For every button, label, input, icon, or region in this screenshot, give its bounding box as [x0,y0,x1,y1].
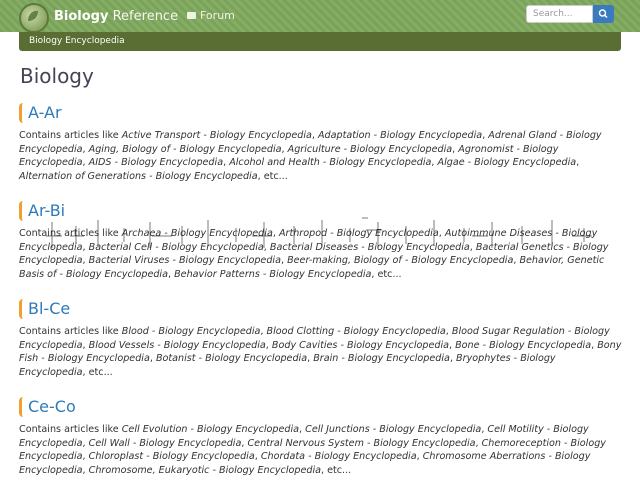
breadcrumb [19,32,621,51]
section-heading[interactable]: Ar-Bi [19,201,623,221]
article-link[interactable]: Aging, Biology of - Biology Encyclopedia [88,143,282,155]
article-link[interactable]: Chloroplast - Biology Encyclopedia [88,451,255,463]
article-link[interactable]: Agronomist - Biology Encyclopedia [19,143,559,169]
forum-label: Forum [200,9,235,22]
section-a-ar [19,103,623,184]
article-link[interactable]: Autoimmune Diseases - Biology Encyclopedia [19,228,598,253]
article-link[interactable]: Arthropod - Biology Encyclopedia [278,228,439,239]
article-link[interactable]: AIDS - Biology Encyclopedia [88,157,224,169]
logo-leaf-icon [26,9,40,23]
article-link[interactable]: Central Nervous System - Biology Encyclopedia [247,437,476,449]
article-link[interactable]: Algae - Biology Encyclopedia [437,157,577,169]
section-description: Contains articles like Cell Evolution - Biology Encyclopedia, Cell Junctions - Biology Encyclopedia, Cell Motility - Biology Encyclopedia, Cell Wall - Biology Encyclopedia, Central Nervous System - Biology Encyclopedia, Chemoreception - Biology Encyclopedia, Chloroplast - Biology Encyclopedia, Chordata - Biology Encyclopedia, Chromosome Aberrations - Biology Encyclopedia, Chromosome, Eukaryotic - Biology Encyclopedia, etc... [19,424,606,477]
scribble-overlay [32,214,607,254]
article-link[interactable]: Bacterial Cell - Biology Encyclopedia [88,241,264,253]
section-description: Contains articles like Blood - Biology Encyclopedia, Blood Clotting - Biology Encyclopedia, Blood Sugar Regulation - Biology Encyclopedia, Blood Vessels - Biology Encyclopedia, Body Cavities - Biology Encyclopedia, Bone - Biology Encyclopedia, Bony Fish - Biology Encyclopedia, Botanist - Biology Encyclopedia, Brain - Biology Encyclopedia, Bryophytes - Biology Encyclopedia, etc... [19,326,622,379]
article-link[interactable]: Cell Junctions - Biology Encyclopedia [305,424,482,435]
article-link[interactable]: Bacterial Viruses - Biology Encyclopedia [88,255,281,267]
section-bl-ce [19,299,623,380]
article-link[interactable]: Bony Fish - Biology Encyclopedia [19,339,622,365]
article-link[interactable]: Bone - Biology Encyclopedia [455,339,592,351]
section-ce-co [19,397,623,478]
article-link[interactable]: Bacterial Genetics - Biology Encyclopedia [19,241,609,267]
article-link[interactable]: Body Cavities - Biology Encyclopedia [271,339,449,351]
article-link[interactable]: Behavior, Genetic Basis of - Biology Encyclopedia [19,255,605,281]
article-link[interactable]: Bacterial Diseases - Biology Encyclopedia [269,241,470,253]
forum-link[interactable] [187,9,235,22]
section-heading[interactable]: Ce-Co [19,397,623,417]
breadcrumb-item[interactable]: Biology Encyclopedia [29,36,125,46]
section-heading[interactable]: A-Ar [19,103,623,123]
article-link[interactable]: Brain - Biology Encyclopedia [313,353,450,365]
section-description: Contains articles like Archaea - Biology Encyclopedia, Arthropod - Biology Encyclopedia, Autoimmune Diseases - Biology Encyclopedia, Bacterial Cell - Biology Encyclopedia, Bacterial Diseases - Biology Encyclopedia, Bacterial Genetics - Biology Encyclopedia, Bacterial Viruses - Biology Encyclopedia, Beer-making, Biology of - Biology Encyclopedia, Behavior, Genetic Basis of - Biology Encyclopedia, Behavior Patterns - Biology Encyclopedia, etc... [19,228,609,281]
article-link[interactable]: Chemoreception - Biology Encyclopedia [19,437,606,463]
section-description: Contains articles like Active Transport - Biology Encyclopedia, Adaptation - Biology Encyclopedia, Adrenal Gland - Biology Encyclopedia, Aging, Biology of - Biology Encyclopedia, Agriculture - Biology Encyclopedia, Agronomist - Biology Encyclopedia, AIDS - Biology Encyclopedia, Alcohol and Health - Biology Encyclopedia, Algae - Biology Encyclopedia, Alternation of Generations - Biology Encyclopedia, etc... [19,130,602,183]
article-link[interactable]: Archaea - Biology Encyclopedia [121,228,273,239]
article-link[interactable]: Alternation of Generations - Biology Encyclopedia [19,171,258,183]
article-link[interactable]: Cell Wall - Biology Encyclopedia [88,437,242,449]
article-link[interactable]: Cell Evolution - Biology Encyclopedia [121,424,300,435]
article-link[interactable]: Adaptation - Biology Encyclopedia [317,130,483,141]
search-icon [593,5,614,23]
top-header [0,0,640,32]
section-heading[interactable]: Bl-Ce [19,299,623,319]
article-link[interactable]: Behavior Patterns - Biology Encyclopedia [174,269,372,281]
article-link[interactable]: Blood Vessels - Biology Encyclopedia [88,339,266,351]
article-link[interactable]: Beer-making, Biology of - Biology Encyclopedia [287,255,514,267]
article-link[interactable]: Blood - Biology Encyclopedia [121,326,261,337]
page-title: Biology [20,64,94,88]
article-link[interactable]: Blood Sugar Regulation - Biology Encyclopedia [19,326,610,351]
brand-link[interactable] [54,9,178,24]
article-link[interactable]: Agriculture - Biology Encyclopedia [287,143,453,155]
article-link[interactable]: Chromosome Aberrations - Biology Encyclopedia [19,451,591,477]
article-link[interactable]: Blood Clotting - Biology Encyclopedia [266,326,446,337]
article-link[interactable]: Cell Motility - Biology Encyclopedia [19,424,589,449]
article-link[interactable]: Bryophytes - Biology Encyclopedia [19,353,556,379]
article-link[interactable]: Botanist - Biology Encyclopedia [155,353,308,365]
search-button[interactable] [593,5,614,23]
brand-bold: Biology [54,9,109,24]
chat-icon [187,12,196,19]
article-link[interactable]: Active Transport - Biology Encyclopedia [121,130,312,141]
article-link[interactable]: Chordata - Biology Encyclopedia [260,451,417,463]
article-link[interactable]: Adrenal Gland - Biology Encyclopedia [19,130,602,155]
article-link[interactable]: Chromosome, Eukaryotic - Biology Encyclopedia [88,465,321,477]
search-input[interactable] [526,5,593,23]
article-link[interactable]: Alcohol and Health - Biology Encyclopedia [229,157,432,169]
brand-rest: Reference [112,9,179,24]
